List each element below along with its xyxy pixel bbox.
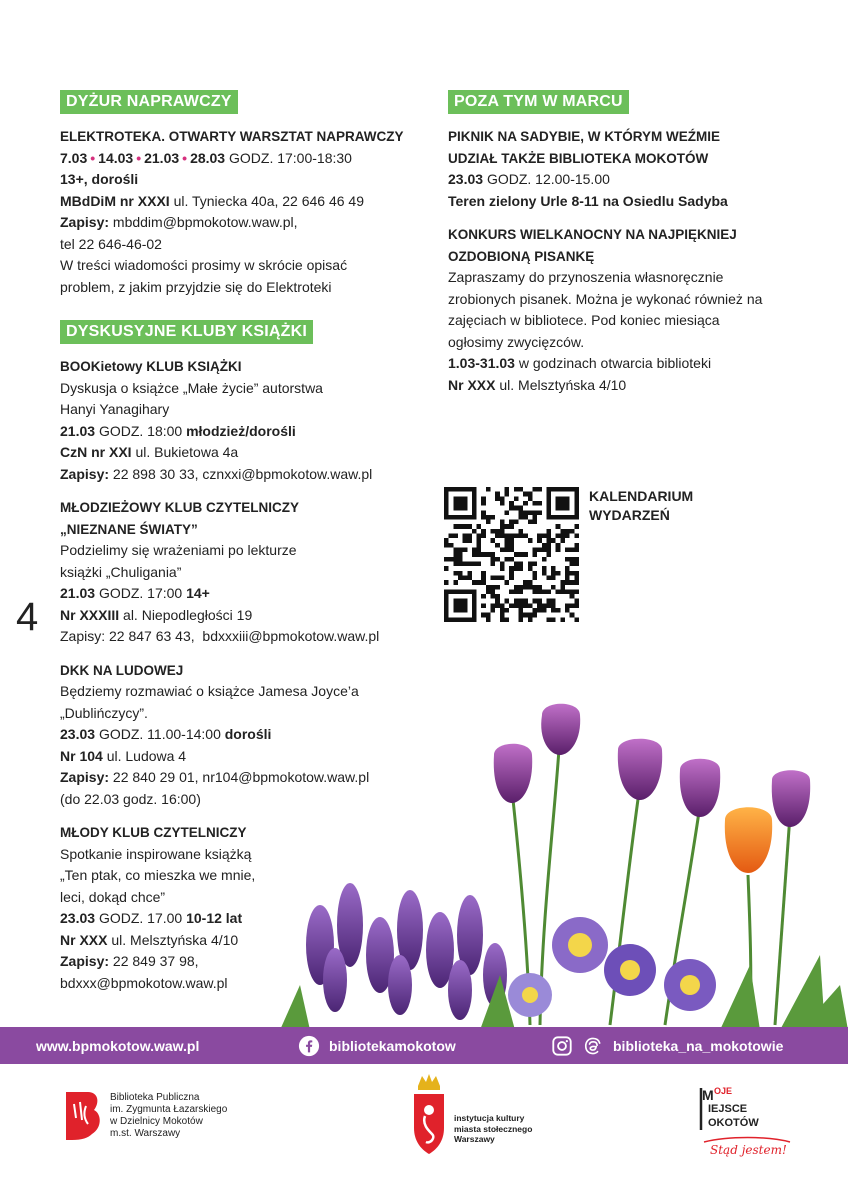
svg-text:OKOTÓW: OKOTÓW	[708, 1117, 759, 1129]
event-title: BOOKietowy KLUB KSIĄŻKI	[60, 359, 242, 374]
event-title: DKK NA LUDOWEJ	[60, 662, 184, 678]
event-date: 23.03 GODZ. 11.00-14:00 dorośli	[60, 726, 272, 742]
event-date: 21.03 GODZ. 17:00 14+	[60, 585, 210, 601]
event-place: Teren zielony Urle 8-11 na Osiedlu Sadyba	[448, 192, 728, 209]
right-column	[448, 90, 808, 408]
event-description: „Dublińczycy”.	[60, 704, 148, 721]
event-note: W treści wiadomości prosimy w skrócie opisać	[60, 257, 348, 273]
event-piknik	[448, 126, 808, 212]
warsaw-coat-of-arms-icon	[410, 1072, 448, 1156]
website-link[interactable]: www.bpmokotow.waw.pl	[36, 1037, 200, 1054]
event-date: 23.03 GODZ. 17.00 10-12 lat	[60, 910, 243, 926]
qr-code[interactable]	[444, 487, 579, 622]
section-heading: DYŻUR NAPRAWCZY	[60, 90, 238, 114]
event-description: Hanyi Yanagihary	[60, 401, 170, 417]
event-signup: Zapisy: 22 840 29 01, nr104@bpmokotow.waw.pl	[60, 769, 370, 785]
page-number: 4	[16, 595, 39, 639]
event-description: „Ten ptak, co mieszka we mnie,	[60, 867, 256, 883]
event-title: ELEKTROTEKA. OTWARTY WARSZTAT NAPRAWCZY	[60, 129, 404, 144]
event-description: Spotkanie inspirowane książką	[60, 845, 252, 862]
tulips	[494, 704, 810, 873]
event-date: 1.03-31.03 w godzinach otwarcia biblioteki	[448, 355, 712, 371]
event-phone: tel 22 646-46-02	[60, 235, 162, 252]
event-date: 23.03 GODZ. 12.00-15.00	[448, 171, 610, 187]
facebook-link[interactable]: bibliotekamokotow	[298, 1035, 456, 1057]
event-title: KONKURS WIELKANOCNY NA NAJPIĘKNIEJ	[448, 227, 737, 242]
svg-text:M: M	[702, 1087, 714, 1103]
event-signup: Zapisy: 22 847 63 43, bdxxxiii@bpmokotow.waw.pl	[60, 628, 380, 644]
qr-label: KALENDARIUM WYDARZEŃ	[589, 488, 694, 523]
crocuses	[306, 883, 507, 1020]
library-logo	[62, 1088, 227, 1144]
event-note: problem, z jakim przyjdzie się do Elektroteki	[60, 278, 332, 295]
moje-slogan: Stąd jestem!	[710, 1143, 787, 1157]
svg-text:IEJSCE: IEJSCE	[708, 1103, 748, 1115]
event-signup: Zapisy: mbddim@bpmokotow.waw.pl,	[60, 214, 298, 230]
event-place: Nr 104 ul. Ludowa 4	[60, 747, 187, 764]
event-place: MBdDiM nr XXXI ul. Tyniecka 40a, 22 646 46 49	[60, 192, 365, 209]
event-audience: 13+, dorośli	[60, 171, 139, 187]
dot-separator: •	[90, 149, 96, 166]
event-description: Dyskusja o książce „Małe życie” autorstwa	[60, 379, 323, 396]
event-description: ogłosimy zwycięzców.	[448, 333, 585, 350]
event-signup: Zapisy: 22 898 30 33, cznxxi@bpmokotow.waw.pl	[60, 465, 373, 482]
event-title: MŁODY KLUB CZYTELNICZY	[60, 825, 247, 840]
section-repair	[60, 90, 430, 298]
event-title: MŁODZIEŻOWY KLUB CZYTELNICZY	[60, 500, 299, 515]
event-description: leci, dokąd chce”	[60, 888, 166, 905]
social-band	[0, 1027, 848, 1064]
event-title: PIKNIK NA SADYBIE, W KTÓRYM WEŹMIE	[448, 129, 720, 144]
library-name: Biblioteka Publiczna im. Zygmunta Łazarskiego w Dzielnicy Mokotów m.st. Warszawy	[110, 1092, 228, 1139]
city-institution-text: instytucja kultury miasta stołecznego Warszawy	[454, 1113, 533, 1145]
event-signup: Zapisy: 22 849 37 98,	[60, 953, 199, 969]
library-emblem-icon	[62, 1088, 104, 1144]
event-bookietowy	[60, 356, 430, 485]
event-description: Podzielimy się wrażeniami po lekturze	[60, 542, 297, 558]
event-dates: 7.03 • 14.03 • 21.03 • 28.03 GODZ. 17:00-18:30	[60, 149, 352, 166]
section-heading: DYSKUSYJNE KLUBY KSIĄŻKI	[60, 320, 313, 344]
event-description: książki „Chuligania”	[60, 563, 182, 580]
event-date: 21.03 GODZ. 18:00 młodzież/dorośli	[60, 422, 296, 439]
event-description: zajęciach w bibliotece. Pod koniec miesiąca	[448, 312, 720, 328]
footer	[0, 1070, 848, 1200]
flowers-illustration	[280, 695, 848, 1030]
moje-miejsce-mokotow-logo	[698, 1078, 794, 1168]
event-description: zrobionych pisanek. Można je wykonać również na	[448, 290, 763, 307]
event-place: Nr XXX ul. Melsztyńska 4/10	[448, 376, 627, 393]
qr-block	[444, 487, 719, 622]
event-description: Będziemy rozmawiać o książce Jamesa Joyce’a	[60, 683, 359, 699]
event-nieznane-swiaty	[60, 497, 430, 648]
event-title: OZDOBIONĄ PISANKĘ	[448, 248, 595, 264]
event-signup-email: bdxxx@bpmokotow.waw.pl	[60, 974, 228, 991]
event-place: CzN nr XXI ul. Bukietowa 4a	[60, 444, 239, 460]
event-signup-note: (do 22.03 godz. 16:00)	[60, 790, 201, 807]
svg-text:OJE: OJE	[714, 1086, 733, 1096]
section-heading: POZA TYM W MARCU	[448, 90, 629, 114]
threads-icon	[582, 1035, 604, 1057]
event-title: UDZIAŁ TAKŻE BIBLIOTEKA MOKOTÓW	[448, 150, 709, 166]
warsaw-logo	[410, 1072, 532, 1156]
event-konkurs	[448, 224, 808, 396]
event-elektroteka	[60, 126, 430, 298]
event-place: Nr XXXIII al. Niepodległości 19	[60, 606, 253, 623]
instagram-icon	[551, 1035, 573, 1057]
instagram-link[interactable]: biblioteka_na_mokotowie	[551, 1035, 783, 1057]
facebook-icon	[298, 1035, 320, 1057]
event-description: Zapraszamy do przynoszenia własnoręcznie	[448, 269, 724, 285]
event-place: Nr XXX ul. Melsztyńska 4/10	[60, 931, 239, 948]
event-title: „NIEZNANE ŚWIATY”	[60, 521, 198, 537]
